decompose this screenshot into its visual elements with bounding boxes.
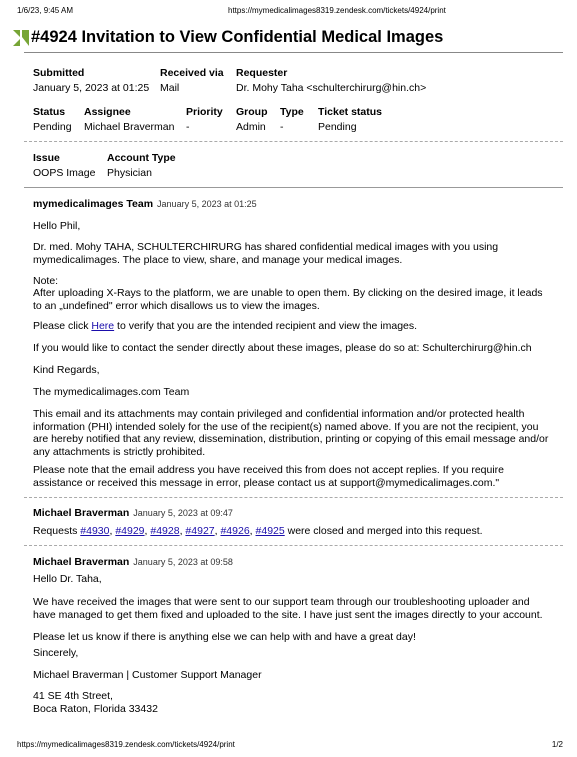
issue-label: Issue (33, 152, 60, 164)
fields-divider (24, 141, 563, 142)
account-type-value: Physician (107, 167, 152, 179)
print-url: https://mymedicalimages8319.zendesk.com/tickets/4924/print (228, 6, 446, 15)
team-text: The mymedicalimages.com Team (33, 386, 190, 398)
priority-label: Priority (186, 106, 223, 118)
disclaimer-paragraph: This email and its attachments may contain privileged and confidential information and/or protected health information (PHI) intended solely for the use of the recipient(s) named above. If you are not the recipient, you are hereby notified that any review, dissemination, distribution, printing or copying of this email message and/or any attachments is strictly prohibited. (33, 408, 549, 458)
noreply-paragraph: Please note that the email address you have received this from does not accept replies. If you require assistance or received this message in error, please contact us at support@mymedicalimages.com." (33, 464, 505, 489)
regards-text: Kind Regards, (33, 364, 100, 376)
zendesk-logo-icon (13, 30, 29, 46)
verify-paragraph (33, 320, 553, 333)
received-via-value: Mail (160, 82, 180, 94)
verify-prefix: Please click (33, 320, 92, 332)
submitted-value: January 5, 2023 at 01:25 (33, 82, 150, 94)
request-link[interactable]: #4927 (185, 525, 215, 537)
assignee-value: Michael Braverman (84, 121, 175, 133)
request-link[interactable]: #4926 (220, 525, 250, 537)
request-link[interactable]: #4925 (255, 525, 285, 537)
assignee-label: Assignee (84, 106, 131, 118)
comment-greeting: Hello Dr. Taha, (33, 573, 102, 585)
account-type-label: Account Type (107, 152, 176, 164)
comments-divider (24, 187, 563, 188)
priority-value: - (186, 121, 190, 133)
comment-divider (24, 545, 563, 546)
request-link[interactable]: #4929 (115, 525, 145, 537)
signature-text: Michael Braverman | Customer Support Manager (33, 669, 262, 681)
comment-timestamp: January 5, 2023 at 09:58 (133, 557, 233, 567)
page-number: 1/2 (551, 740, 563, 749)
merged-suffix: were closed and merged into this request. (284, 525, 483, 537)
comment-header (33, 556, 233, 568)
comment-timestamp: January 5, 2023 at 01:25 (157, 199, 257, 209)
here-link[interactable]: Here (91, 320, 115, 332)
requester-label: Requester (236, 67, 288, 79)
comment-header (33, 198, 257, 210)
note-label: Note: (33, 275, 59, 287)
ticket-status-value: Pending (318, 121, 357, 133)
requester-value: Dr. Mohy Taha <schulterchirurg@hin.ch> (236, 82, 427, 94)
comment-paragraph: Dr. med. Mohy TAHA, SCHULTERCHIRURG has shared confidential medical images with you using mymedicalimages. The place to view, share, and manage your medical images. (33, 241, 499, 266)
sincerely-text: Sincerely, (33, 647, 79, 659)
issue-value: OOPS Image (33, 167, 96, 179)
print-timestamp: 1/6/23, 9:45 AM (17, 6, 74, 15)
title-divider (24, 52, 563, 53)
status-value: Pending (33, 121, 72, 133)
comment-header (33, 507, 233, 519)
request-link[interactable]: #4928 (150, 525, 180, 537)
status-label: Status (33, 106, 66, 118)
type-label: Type (280, 106, 304, 118)
type-value: - (280, 121, 284, 133)
comment-timestamp: January 5, 2023 at 09:47 (133, 508, 233, 518)
group-label: Group (236, 106, 268, 118)
comment-greeting: Hello Phil, (33, 220, 81, 232)
ticket-status-label: Ticket status (318, 106, 382, 118)
comment-divider (24, 497, 563, 498)
contact-paragraph: If you would like to contact the sender directly about these images, please do so at: Schulterchirurg@hin.ch (33, 342, 532, 354)
request-link[interactable]: #4930 (80, 525, 110, 537)
comment-author: Michael Braverman (33, 507, 130, 519)
note-text: After uploading X-Rays to the platform, we are unable to open them. By clicking on the desired image, it leads to an „undefined" error which disallows us to view the images. (33, 287, 543, 312)
received-via-label: Received via (160, 67, 224, 79)
group-value: Admin (236, 121, 266, 133)
address-line: 41 SE 4th Street, (33, 690, 113, 702)
merged-prefix: Requests (33, 525, 81, 537)
comment-paragraph: We have received the images that were sent to our support team through our troubleshooting uploader and have managed to get them fixed and uploaded to the site. I have just sent the images directly to your account. (33, 596, 543, 621)
submitted-label: Submitted (33, 67, 85, 79)
comment-paragraph: Please let us know if there is anything else we can help with and have a great day! (33, 631, 416, 643)
address-line: Boca Raton, Florida 33432 (33, 703, 158, 715)
ticket-title: #4924 Invitation to View Confidential Medical Images (31, 28, 444, 46)
merged-requests-paragraph: Requests #4930, #4929, #4928, #4927, #4926, #4925 were closed and merged into this request. (33, 525, 483, 537)
verify-suffix: to verify that you are the intended recipient and view the images. (114, 320, 418, 332)
comment-author: mymedicalimages Team (33, 198, 154, 210)
comment-author: Michael Braverman (33, 556, 130, 568)
footer-url: https://mymedicalimages8319.zendesk.com/tickets/4924/print (17, 740, 235, 749)
